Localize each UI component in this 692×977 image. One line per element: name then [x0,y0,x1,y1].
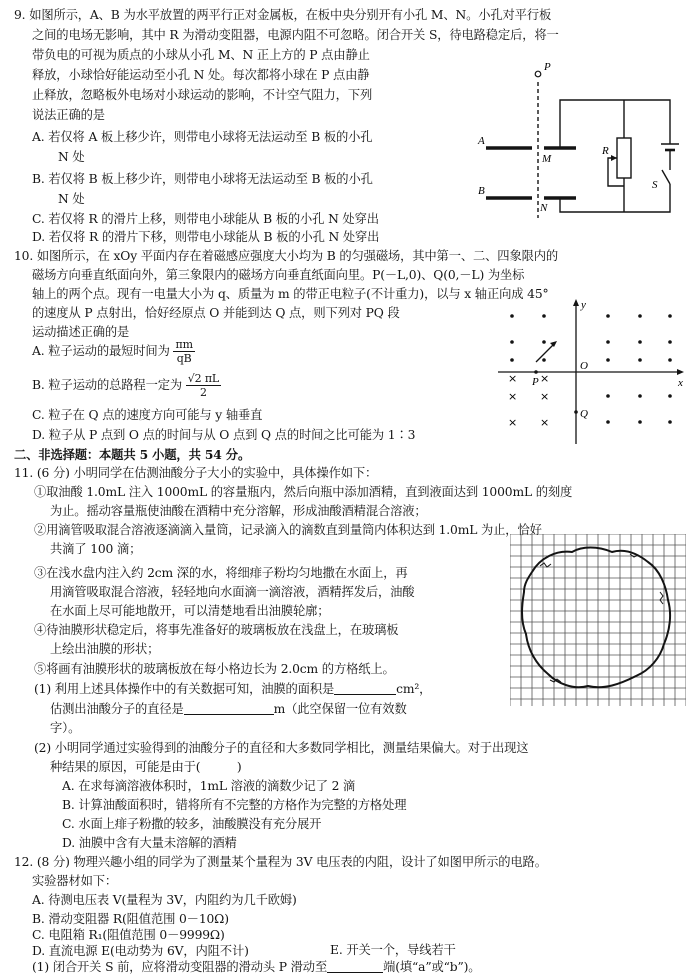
q11-diameter-blank[interactable] [184,700,274,715]
q10-x-axis-arrow [677,369,684,375]
q11-step-4-cont: 上绘出油膜的形状； [50,642,160,656]
q10-dot-mark [668,314,672,318]
section-2-heading: 二、非选择题：本题共 5 小题，共 54 分。 [14,447,251,462]
q10-dot-mark [638,420,642,424]
q10-option-b-text: B. 粒子运动的总路程一定为 [32,378,183,392]
q10-dot-mark [542,358,546,362]
q9-circuit-figure [476,58,686,238]
q11-part-1-unit: cm²， [396,682,432,696]
q9-option-b-cont: N 处 [58,192,85,206]
q9-label-s: S [652,179,658,191]
q9-resistor-r [617,138,631,178]
q9-slider-wire [608,158,624,186]
q10-label-o: O [580,360,588,372]
q10-cross-mark: × [508,416,518,429]
q9-wire-top [560,100,670,148]
q10-label-x: x [678,377,683,389]
q9-option-a-cont: N 处 [58,150,85,164]
q9-option-d: D. 若仅将 R 的滑片下移，则带电小球能从 B 板的小孔 N 处穿出 [32,230,380,244]
q12-part-1 [32,958,480,975]
q10-dot-mark [606,340,610,344]
q10-dot-mark [638,394,642,398]
q9-line-5: 止释放，忽略板外电场对小球运动的影响，不计空气阻力，下列 [32,88,373,102]
q11-oil-film-wiggle [540,554,663,682]
q11-part-2: (2) 小明同学通过实验得到的油酸分子的直径和大多数同学相比，测量结果偏大。对于出现这 [34,741,529,755]
q9-option-c: C. 若仅将 R 的滑片上移，则带电小球能从 B 板的小孔 N 处穿出 [32,212,379,226]
q11-grid-lines [510,534,686,706]
q9-line-1: 9. 如图所示，A、B 为水平放置的两平行正对金属板，在板中央分别开有小孔 M、N。小孔对平行板 [14,8,552,22]
q10-option-a-text: A. 粒子运动的最短时间为 [32,344,170,358]
q10-y-axis-arrow [573,299,579,306]
q10-option-a [32,338,195,365]
q10-field-figure [494,296,690,446]
q10-cross-mark: × [540,416,550,429]
q10-dot-mark [668,394,672,398]
q11-part-1-unit-2: m（此空保留一位有效数 [273,702,407,716]
q9-option-a: A. 若仅将 A 板上移少许，则带电小球将无法运动至 B 板的小孔 [32,130,373,144]
q10-line-3: 轴上的两个点。现有一电量大小为 q、质量为 m 的带正电粒子(不计重力)，以与 x 轴正向成 45° [32,287,549,301]
q12-part-1-hint: 端(填“a”或“b”)。 [383,960,481,974]
q11-part-1-line-2 [50,700,407,720]
q11-heading: 11. (6 分) 小明同学在估测油酸分子大小的实验中，具体操作如下： [14,466,378,480]
q11-step-3-cont-1: 用滴管吸取混合溶液，轻轻地向水面滴一滴溶液，酒精挥发后，油酸 [50,585,415,599]
q12-item-e: E. 开关一个，导线若干 [330,943,456,957]
q10-dot-mark [606,420,610,424]
q10-dot-mark [606,394,610,398]
q10-label-p: P [532,376,539,388]
q12-line-1: 12. (8 分) 物理兴趣小组的同学为了测量某个量程为 3V 电压表的内阻，设计了如图甲所示的电路。 [14,855,547,869]
q10-option-b-denominator: 2 [200,386,207,399]
q10-dot-mark [638,314,642,318]
q11-step-2: ②用滴管吸取混合溶液逐滴滴入量筒，记录滴入的滴数直到量筒内体积达到 1.0mL 为止，恰好 [34,523,542,537]
q12-endpoint-blank[interactable] [327,958,383,973]
q10-cross-mark: × [540,390,550,403]
q10-option-d: D. 粒子从 P 点到 O 点的时间与从 O 点到 Q 点的时间之比可能为 1∶3 [32,428,416,442]
q9-slider-arrow [611,155,617,161]
q10-line-5: 运动描述正确的是 [32,325,130,339]
q11-part-2-option-c: C. 水面上痱子粉撒的较多，油酸膜没有充分展开 [62,817,322,831]
q11-oil-film-grid [510,534,686,706]
q9-line-4: 释放，小球恰好能运动至小孔 N 处。每次都将小球在 P 点由静 [32,68,370,82]
q10-dot-mark [542,314,546,318]
q9-point-p [535,71,541,77]
q10-option-a-numerator: πm [175,338,193,351]
q9-label-r: R [602,145,609,157]
q10-point-q [574,410,578,414]
q10-cross-mark: × [508,372,518,385]
q11-part-2-option-d: D. 油膜中含有大量未溶解的酒精 [62,836,237,850]
q10-dot-mark [606,314,610,318]
q10-dot-mark [668,420,672,424]
q11-part-1 [34,680,431,700]
q10-dot-mark [542,340,546,344]
q10-dot-mark [606,358,610,362]
q12-item-b: B. 滑动变阻器 R(阻值范围 0－10Ω) [32,912,229,926]
q10-option-b [32,372,221,399]
q11-part-1-line-3: 字）。 [50,721,81,735]
q12-item-d: D. 直流电源 E(电动势为 6V，内阻不计) [32,944,249,958]
q10-dot-mark [668,340,672,344]
q12-line-2: 实验器材如下： [32,874,118,888]
q9-label-m: M [542,153,552,165]
q10-line-2: 磁场方向垂直纸面向外，第三象限内的磁场方向垂直纸面向里。P(－L,0)、Q(0,－L) 为坐标 [32,268,525,282]
q9-switch-s [662,170,670,184]
q10-line-1: 10. 如图所示，在 xOy 平面内存在着磁感应强度大小均为 B 的匀强磁场，其中第一、二、四象限内的 [14,249,559,263]
q11-area-blank[interactable] [334,680,396,695]
q11-step-3: ③在浅水盘内注入约 2cm 深的水，将细痱子粉均匀地撒在水面上，再 [34,566,408,580]
q11-step-2-cont: 共滴了 100 滴； [50,542,142,556]
q10-line-4: 的速度从 P 点射出，恰好经原点 O 并能到达 Q 点，则下列对 PQ 段 [32,306,400,320]
q11-step-1: ①取油酸 1.0mL 注入 1000mL 的容量瓶内，然后向瓶中添加酒精，直到液面达到 1000mL 的刻度 [34,485,573,499]
q9-line-2: 之间的电场无影响，其中 R 为滑动变阻器，电源内阻不可忽略。闭合开关 S，待电路稳定后，将一 [32,28,559,42]
q9-label-b: B [478,185,485,197]
q10-label-q: Q [580,408,588,420]
q10-dot-mark [510,358,514,362]
q10-dot-mark [638,358,642,362]
q11-part-2-cont: 种结果的原因，可能是由于( ) [50,760,242,774]
q11-part-2-option-b: B. 计算油酸面积时，错将所有不完整的方格作为完整的方格处理 [62,798,407,812]
q10-option-a-denominator: qB [176,352,192,365]
q9-line-3: 带负电的可视为质点的小球从小孔 M、N 正上方的 P 点由静止 [32,48,370,62]
q10-cross-mark: × [540,372,550,385]
q11-part-1-text: (1) 利用上述具体操作中的有关数据可知，油膜的面积是 [34,682,335,696]
q11-part-1-text-2: 估测出油酸分子的直径是 [50,702,184,716]
q12-item-c: C. 电阻箱 R₁(阻值范围 0－9999Ω) [32,928,225,942]
q10-dot-mark [668,358,672,362]
q10-dot-mark [510,340,514,344]
q10-point-p [534,370,538,374]
q10-label-y: y [581,299,586,311]
q10-option-c: C. 粒子在 Q 点的速度方向可能与 y 轴垂直 [32,408,263,422]
q9-line-6: 说法正确的是 [32,108,105,122]
q9-label-p: P [544,61,551,73]
q10-option-b-fraction [186,372,221,399]
q10-cross-mark: × [508,390,518,403]
q11-step-5: ⑤将画有油膜形状的玻璃板放在每小格边长为 2.0cm 的方格纸上。 [34,662,395,676]
q11-step-1-cont: 为止。摇动容量瓶使油酸在酒精中充分溶解，形成油酸酒精混合溶液； [50,504,427,518]
q10-dot-mark [638,340,642,344]
q9-label-a: A [478,135,485,147]
q11-step-3-cont-2: 在水面上尽可能地散开，可以清楚地看出油膜轮廓； [50,604,330,618]
q9-option-b: B. 若仅将 B 板上移少许，则带电小球将无法运动至 B 板的小孔 [32,172,373,186]
q10-dot-mark [510,314,514,318]
q11-step-4: ④待油膜形状稳定后，将事先准备好的玻璃板放在浅盘上，在玻璃板 [34,623,399,637]
q12-item-a: A. 待测电压表 V(量程为 3V，内阻约为几千欧姆) [32,893,297,907]
q11-part-2-option-a: A. 在求每滴溶液体积时，1mL 溶液的滴数少记了 2 滴 [62,779,356,793]
q9-label-n: N [540,202,548,214]
q10-option-a-fraction [173,338,194,365]
q12-part-1-text: (1) 闭合开关 S 前，应将滑动变阻器的滑动头 P 滑动至 [32,960,328,974]
q10-option-b-numerator: √2 πL [187,372,220,385]
